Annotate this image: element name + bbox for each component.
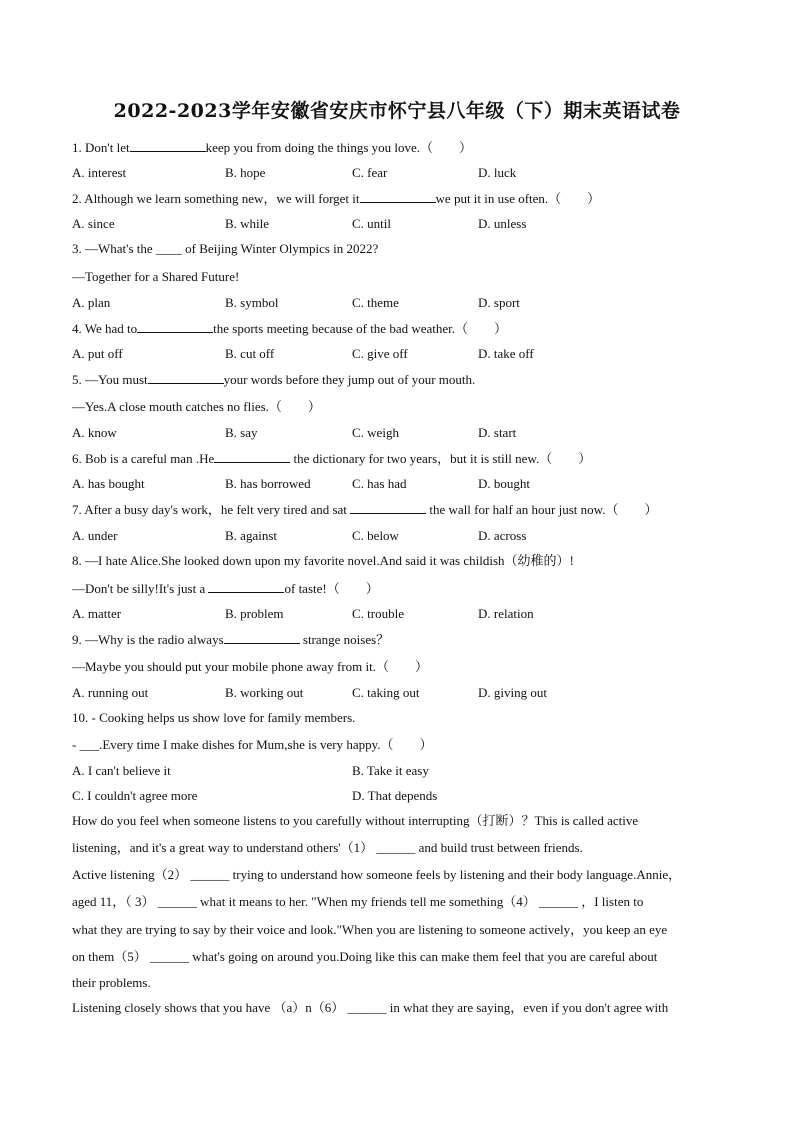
question-9 (72, 631, 389, 648)
question-text: your words before they jump out of your mouth. (223, 372, 476, 387)
answer-blank (148, 371, 224, 384)
question-text: keep you from doing the things you love.（ ） (205, 140, 473, 155)
option-d: D. unless (478, 216, 527, 231)
option-a: A. plan (72, 295, 111, 310)
question-5 (72, 371, 475, 388)
option-d: D. luck (478, 165, 517, 180)
question-8: 8. —I hate Alice.She looked down upon my favorite novel.And said it was childish（幼稚的）! (72, 553, 574, 568)
passage-line: Listening closely shows that you have （a）n（6） ______ in what they are saying，even if you don't agree with (72, 1000, 669, 1015)
question-text: —Don't be silly!It's just a (72, 581, 209, 596)
question-4 (72, 320, 507, 337)
option-d: D. bought (478, 476, 530, 491)
option-c: C. taking out (352, 685, 420, 700)
question-3: 3. —What's the ____ of Beijing Winter Olympics in 2022? (72, 241, 379, 256)
question-5-reply: —Yes.A close mouth catches no flies.（ ） (72, 399, 321, 414)
question-text: 5. —You must (72, 372, 148, 387)
option-b: B. against (225, 528, 277, 543)
option-d: D. relation (478, 606, 534, 621)
option-a: A. interest (72, 165, 127, 180)
question-8-reply (72, 580, 379, 597)
option-a: A. matter (72, 606, 122, 621)
option-c: C. weigh (352, 425, 399, 440)
answer-blank (214, 450, 290, 463)
option-c: C. trouble (352, 606, 404, 621)
answer-blank (360, 190, 436, 203)
option-a: A. running out (72, 685, 149, 700)
passage-line: listening，and it's a great way to understand others'（1） ______ and build trust between friends. (72, 840, 583, 855)
question-text: the sports meeting because of the bad weather.（ ） (213, 321, 508, 336)
option-c: C. until (352, 216, 392, 231)
question-3-reply: —Together for a Shared Future! (72, 269, 240, 284)
question-text: 6. Bob is a careful man .He (72, 451, 215, 466)
option-c: C. has had (352, 476, 407, 491)
passage-line: what they are trying to say by their voice and look."When you are listening to someone actively，you keep an eye (72, 922, 668, 937)
option-c: C. give off (352, 346, 408, 361)
question-10-reply: - ___.Every time I make dishes for Mum,she is very happy.（ ） (72, 737, 433, 752)
question-text: the wall for half an hour just now.（ ） (426, 502, 658, 517)
option-a: A. know (72, 425, 117, 440)
answer-blank (350, 501, 426, 514)
option-d: D. That depends (352, 788, 438, 803)
option-b: B. while (225, 216, 270, 231)
option-a: A. since (72, 216, 115, 231)
answer-blank (137, 320, 213, 333)
question-text: 7. After a busy day's work，he felt very tired and sat (72, 502, 351, 517)
passage-line: on them（5） ______ what's going on around you.Doing like this can make them feel that you are careful about (72, 949, 658, 964)
question-text: the dictionary for two years，but it is still new.（ ） (290, 451, 592, 466)
question-9-reply: —Maybe you should put your mobile phone away from it.（ ） (72, 659, 429, 674)
passage-line: aged 11，（ 3） ______ what it means to her. "When my friends tell me something（4） ______ ，I listen to (72, 894, 644, 909)
question-2 (72, 190, 600, 207)
question-10: 10. - Cooking helps us show love for family members. (72, 710, 356, 725)
option-c: C. theme (352, 295, 399, 310)
answer-blank (208, 580, 284, 593)
option-d: D. sport (478, 295, 520, 310)
question-7 (72, 501, 657, 518)
option-a: A. under (72, 528, 118, 543)
passage-line: their problems. (72, 975, 151, 990)
question-text: strange noises？ (299, 632, 390, 647)
option-b: B. say (225, 425, 258, 440)
question-text: 9. —Why is the radio always (72, 632, 224, 647)
option-a: A. put off (72, 346, 123, 361)
option-c: C. fear (352, 165, 388, 180)
option-b: B. Take it easy (352, 763, 429, 778)
page-title: 2022-2023学年安徽省安庆市怀宁县八年级（下）期末英语试卷 (113, 100, 681, 122)
option-c: C. below (352, 528, 399, 543)
option-d: D. start (478, 425, 517, 440)
answer-blank (130, 139, 206, 152)
option-b: B. cut off (225, 346, 275, 361)
option-d: D. take off (478, 346, 534, 361)
option-b: B. problem (225, 606, 284, 621)
option-d: D. giving out (478, 685, 547, 700)
answer-blank (224, 631, 300, 644)
question-text: 4. We had to (72, 321, 138, 336)
question-6 (72, 450, 591, 467)
option-d: D. across (478, 528, 527, 543)
question-text: 2. Although we learn something new，we will forget it (72, 191, 360, 206)
option-a: A. has bought (72, 476, 145, 491)
passage-line: How do you feel when someone listens to you carefully without interrupting（打断）？This is called active (72, 813, 639, 828)
option-b: B. hope (225, 165, 266, 180)
option-c: C. I couldn't agree more (72, 788, 198, 803)
question-text: 1. Don't let (72, 140, 130, 155)
option-a: A. I can't believe it (72, 763, 171, 778)
question-1 (72, 139, 472, 156)
question-text: we put it in use often.（ ） (435, 191, 601, 206)
option-b: B. has borrowed (225, 476, 311, 491)
question-text: of taste!（ ） (284, 581, 379, 596)
option-b: B. working out (225, 685, 304, 700)
passage-line: Active listening（2） ______ trying to understand how someone feels by listening and their body language.Annie， (72, 867, 682, 882)
option-b: B. symbol (225, 295, 279, 310)
